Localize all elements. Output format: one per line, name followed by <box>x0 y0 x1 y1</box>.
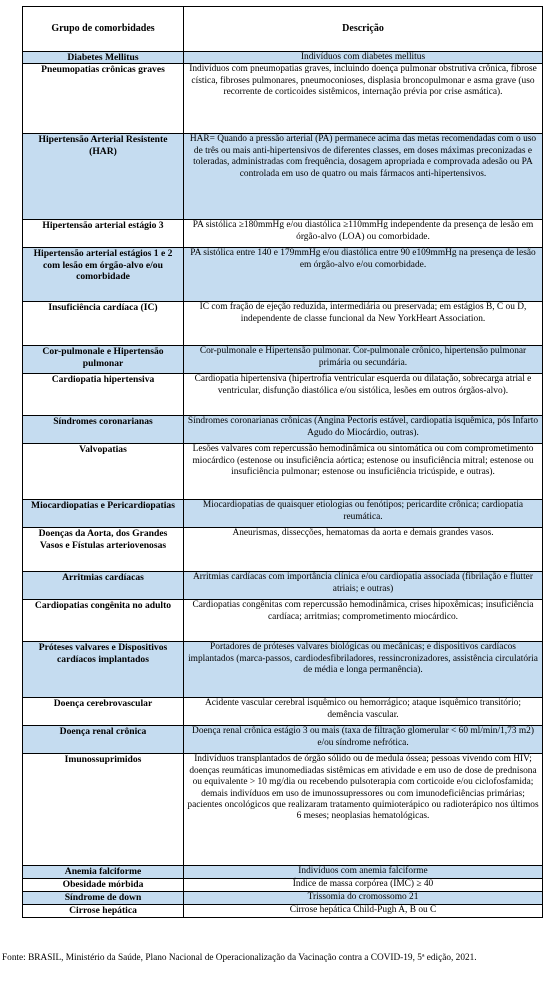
description-cell: Cardiopatias congênitas com repercussão hemodinâmica, crises hipoxêmicas; insuficiência cardíaca; arritmias; comprometimento miocárdico. <box>184 600 543 642</box>
group-cell: Doença cerebrovascular <box>23 698 184 726</box>
group-cell: Valvopatias <box>23 444 184 500</box>
table-row <box>23 64 543 134</box>
description-cell: Cor-pulmonale e Hipertensão pulmonar. Cor-pulmonale crônico, hipertensão pulmonar primária ou secundária. <box>184 346 543 374</box>
group-cell: Insuficiência cardíaca (IC) <box>23 302 184 346</box>
description-cell: Trissomia do cromossomo 21 <box>184 891 543 904</box>
group-cell: Doenças da Aorta, dos Grandes Vasos e Fístulas arteriovenosas <box>23 528 184 572</box>
description-cell: Indivíduos com pneumopatias graves, incluindo doença pulmonar obstrutiva crônica, fibrose cística, fibroses pulmonares, pneumoconioses, displasia broncopulmonar e asma grave (uso recorrente de corticoides sistêmicos, internação prévia por crise asmática). <box>184 64 543 134</box>
group-cell: Pneumopatias crônicas graves <box>23 64 184 134</box>
table-row <box>23 220 543 248</box>
source-note: Fonte: BRASIL, Ministério da Saúde, Plano Nacional de Operacionalização da Vacinação contra a COVID-19, 5ª edição, 2021. <box>2 953 477 963</box>
header-description: Descrição <box>184 7 543 52</box>
table-row <box>23 302 543 346</box>
description-cell: Indivíduos com anemia falciforme <box>184 866 543 878</box>
group-cell: Imunossuprimidos <box>23 754 184 866</box>
group-cell: Cardiopatia hipertensiva <box>23 374 184 416</box>
group-cell: Hipertensão arterial estágio 3 <box>23 220 184 248</box>
group-cell: Síndrome de down <box>23 891 184 904</box>
table-row <box>23 248 543 302</box>
table-row <box>23 642 543 698</box>
table-row <box>23 698 543 726</box>
group-cell: Cor-pulmonale e Hipertensão pulmonar <box>23 346 184 374</box>
description-cell: Cardiopatia hipertensiva (hipertrofia ventricular esquerda ou dilatação, sobrecarga atrial e ventricular, disfunção diastólica e/ou sistólica, lesões em outros órgãos-alvo). <box>184 374 543 416</box>
table-row <box>23 572 543 600</box>
description-cell: Acidente vascular cerebral isquêmico ou hemorrágico; ataque isquêmico transitório; demência vascular. <box>184 698 543 726</box>
description-cell: HAR= Quando a pressão arterial (PA) permanece acima das metas recomendadas com o uso de três ou mais anti-hipertensivos de diferentes classes, em doses máximas preconizadas e toleradas, administradas com frequência, dosagem apropriada e comprovada adesão ou PA controlada em uso de quatro ou mais fármacos anti-hipertensivos. <box>184 134 543 220</box>
group-cell: Hipertensão Arterial Resistente (HAR) <box>23 134 184 220</box>
table-row <box>23 416 543 444</box>
description-cell: PA sistólica ≥180mmHg e/ou diastólica ≥110mmHg independente da presença de lesão em órgão-alvo (LOA) ou comorbidade. <box>184 220 543 248</box>
group-cell: Doença renal crônica <box>23 726 184 754</box>
group-cell: Anemia falciforme <box>23 866 184 878</box>
group-cell: Síndromes coronarianas <box>23 416 184 444</box>
group-cell: Cardiopatias congênita no adulto <box>23 600 184 642</box>
description-cell: Cirrose hepática Child-Pugh A, B ou C <box>184 904 543 917</box>
group-cell: Próteses valvares e Dispositivos cardíacos implantados <box>23 642 184 698</box>
description-cell: Aneurismas, dissecções, hematomas da aorta e demais grandes vasos. <box>184 528 543 572</box>
group-cell: Miocardiopatias e Pericardiopatias <box>23 500 184 528</box>
table-row <box>23 346 543 374</box>
table-row <box>23 754 543 866</box>
table-header-row <box>23 7 543 52</box>
table-row <box>23 500 543 528</box>
comorbidities-table <box>22 6 543 918</box>
group-cell: Cirrose hepática <box>23 904 184 917</box>
group-cell: Obesidade mórbida <box>23 878 184 891</box>
description-cell: Indivíduos transplantados de órgão sólido ou de medula óssea; pessoas vivendo com HIV; doenças reumáticas imunomediadas sistêmicas em atividade e em uso de dose de prednisona ou equivalente > 10 mg/dia ou recebendo pulsoterapia com corticoide e/ou ciclofosfamida; demais indivíduos em uso de imunossupressores ou com imunodeficiências primárias; pacientes oncológicos que realizaram tratamento quimioterápico ou radioterápico nos últimos 6 meses; neoplasias hematológicas. <box>184 754 543 866</box>
description-cell: Portadores de próteses valvares biológicas ou mecânicas; e dispositivos cardíacos implantados (marca-passos, cardiodesfibriladores, ressincronizadores, assistência circulatória de média e longa permanência). <box>184 642 543 698</box>
table-row <box>23 374 543 416</box>
group-cell: Arritmias cardíacas <box>23 572 184 600</box>
description-cell: Índice de massa corpórea (IMC) ≥ 40 <box>184 878 543 891</box>
table-row <box>23 878 543 891</box>
description-cell: PA sistólica entre 140 e 179mmHg e/ou diastólica entre 90 e109mmHg na presença de lesão em órgão-alvo e/ou comorbidade. <box>184 248 543 302</box>
table-row <box>23 444 543 500</box>
table-row <box>23 600 543 642</box>
table-row <box>23 904 543 917</box>
description-cell: Indivíduos com diabetes mellitus <box>184 52 543 64</box>
description-cell: Arritmias cardíacas com importância clínica e/ou cardiopatia associada (fibrilação e flutter atriais; e outras) <box>184 572 543 600</box>
table-row <box>23 866 543 878</box>
description-cell: Síndromes coronarianas crônicas (Angina Pectoris estável, cardiopatia isquêmica, pós Infarto Agudo do Miocárdio, outras). <box>184 416 543 444</box>
header-group: Grupo de comorbidades <box>23 7 184 52</box>
group-cell: Hipertensão arterial estágios 1 e 2 com lesão em órgão-alvo e/ou comorbidade <box>23 248 184 302</box>
table-row <box>23 528 543 572</box>
table-row <box>23 891 543 904</box>
table-row <box>23 134 543 220</box>
description-cell: Lesões valvares com repercussão hemodinâmica ou sintomática ou com comprometimento miocárdico (estenose ou insuficiência aórtica; estenose ou insuficiência mitral; estenose ou insuficiência pulmonar; estenose ou insuficiência tricúspide, e outras). <box>184 444 543 500</box>
comorbidities-document <box>22 6 542 918</box>
description-cell: IC com fração de ejeção reduzida, intermediária ou preservada; em estágios B, C ou D, independente de classe funcional da New YorkHeart Association. <box>184 302 543 346</box>
group-cell: Diabetes Mellitus <box>23 52 184 64</box>
description-cell: Miocardiopatias de quaisquer etiologias ou fenótipos; pericardite crônica; cardiopatia reumática. <box>184 500 543 528</box>
table-row <box>23 52 543 64</box>
table-row <box>23 726 543 754</box>
description-cell: Doença renal crônica estágio 3 ou mais (taxa de filtração glomerular < 60 ml/min/1,73 m2) e/ou síndrome nefrótica. <box>184 726 543 754</box>
